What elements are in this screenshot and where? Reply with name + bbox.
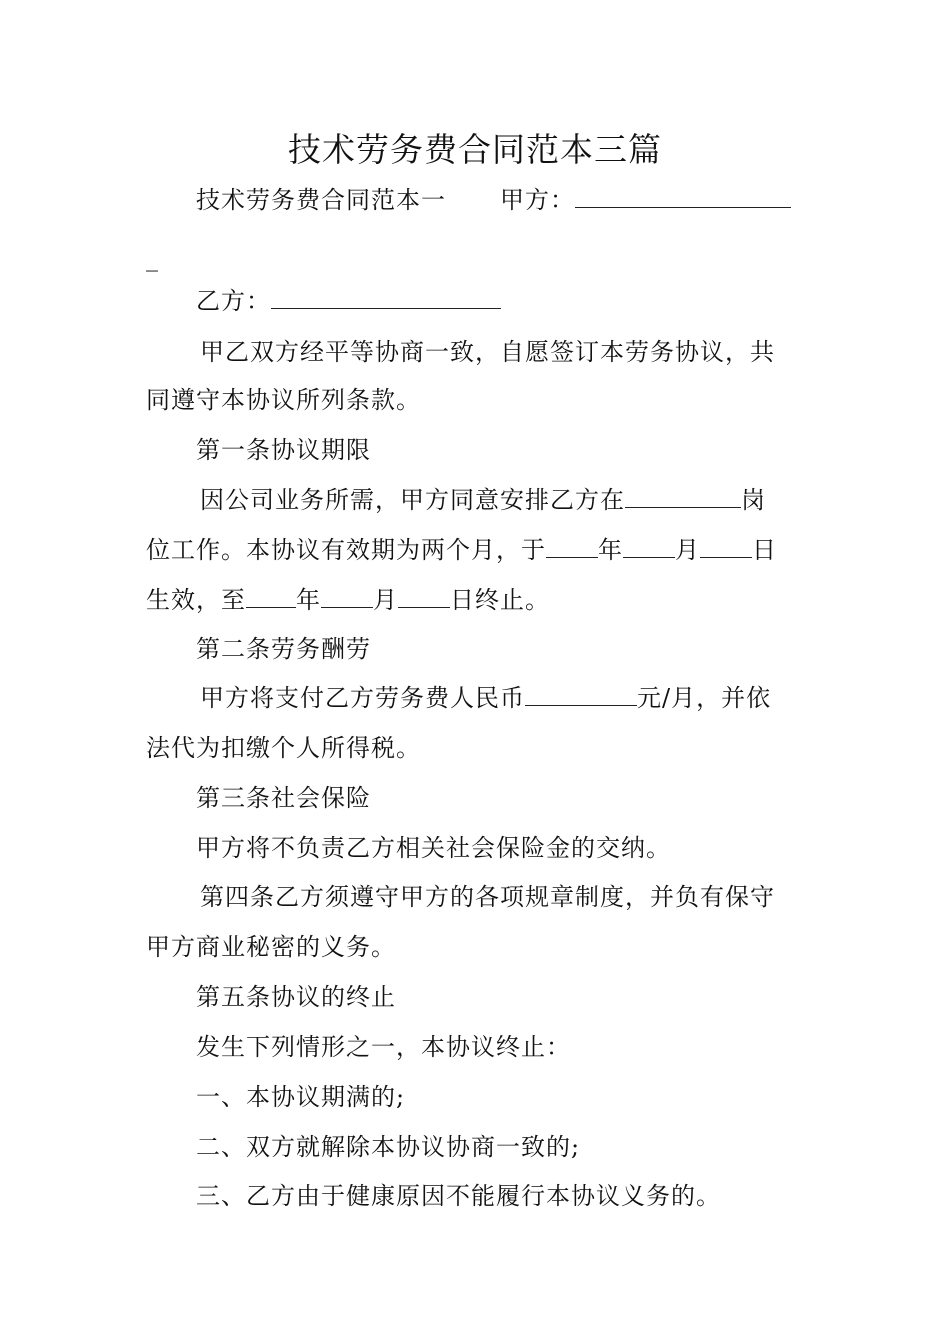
party-b-blank[interactable] (271, 284, 501, 309)
preamble-line-2: 同遵守本协议所列条款。 (146, 386, 421, 414)
article-4-line-2: 甲方商业秘密的义务。 (146, 933, 396, 961)
end-month-blank[interactable] (321, 583, 373, 608)
day-label: 日 (752, 536, 777, 564)
document-title: 技术劳务费合同范本三篇 (288, 130, 662, 169)
position-blank[interactable] (625, 483, 741, 508)
start-month-blank[interactable] (623, 533, 675, 558)
article-1-line-1 (200, 482, 766, 518)
end-day-blank[interactable] (398, 583, 450, 608)
month-label: 月 (675, 536, 700, 564)
end-year-blank[interactable] (246, 583, 296, 608)
termination-item-1: 一、本协议期满的; (196, 1083, 406, 1111)
termination-item-2: 二、双方就解除本协议协商一致的; (196, 1133, 581, 1161)
article-3-text: 甲方将不负责乙方相关社会保险金的交纳。 (196, 834, 671, 862)
contract-subtitle: 技术劳务费合同范本一 (196, 186, 446, 214)
article-3-heading: 第三条社会保险 (196, 784, 371, 812)
article-1-text-a: 因公司业务所需，甲方同意安排乙方在 (200, 486, 625, 514)
article-1-text-b: 岗 (741, 486, 766, 514)
article-5-heading: 第五条协议的终止 (196, 983, 396, 1011)
start-day-blank[interactable] (700, 533, 752, 558)
party-a-blank[interactable] (575, 183, 791, 208)
fee-amount-blank[interactable] (525, 681, 637, 706)
article-2-heading: 第二条劳务酬劳 (196, 635, 371, 663)
month-label: 月 (373, 586, 398, 614)
party-a-blank-continued: _ (146, 244, 159, 272)
article-2-line-1 (200, 680, 771, 716)
article-1-heading: 第一条协议期限 (196, 436, 371, 464)
article-1-line-3 (146, 582, 550, 618)
preamble-line-1: 甲乙双方经平等协商一致，自愿签订本劳务协议，共 (200, 338, 775, 366)
article-1-line-2 (146, 532, 777, 568)
article-2-text-b: 元/月，并依 (637, 684, 772, 712)
party-a-label: 甲方： (500, 186, 575, 214)
article-2-line-2: 法代为扣缴个人所得税。 (146, 734, 421, 762)
year-label: 年 (598, 536, 623, 564)
party-b-label: 乙方： (196, 287, 271, 315)
termination-item-3: 三、乙方由于健康原因不能履行本协议义务的。 (196, 1182, 721, 1210)
article-5-intro: 发生下列情形之一，本协议终止： (196, 1033, 571, 1061)
article-2-text-a: 甲方将支付乙方劳务费人民币 (200, 684, 525, 712)
party-b-line (196, 283, 501, 319)
start-year-blank[interactable] (546, 533, 598, 558)
day-end-label: 日终止。 (450, 586, 550, 614)
article-4-line-1: 第四条乙方须遵守甲方的各项规章制度，并负有保守 (200, 883, 775, 911)
year-label: 年 (296, 586, 321, 614)
article-1-text-d: 生效，至 (146, 586, 246, 614)
header-line (196, 182, 791, 218)
article-1-text-c: 位工作。本协议有效期为两个月，于 (146, 536, 546, 564)
